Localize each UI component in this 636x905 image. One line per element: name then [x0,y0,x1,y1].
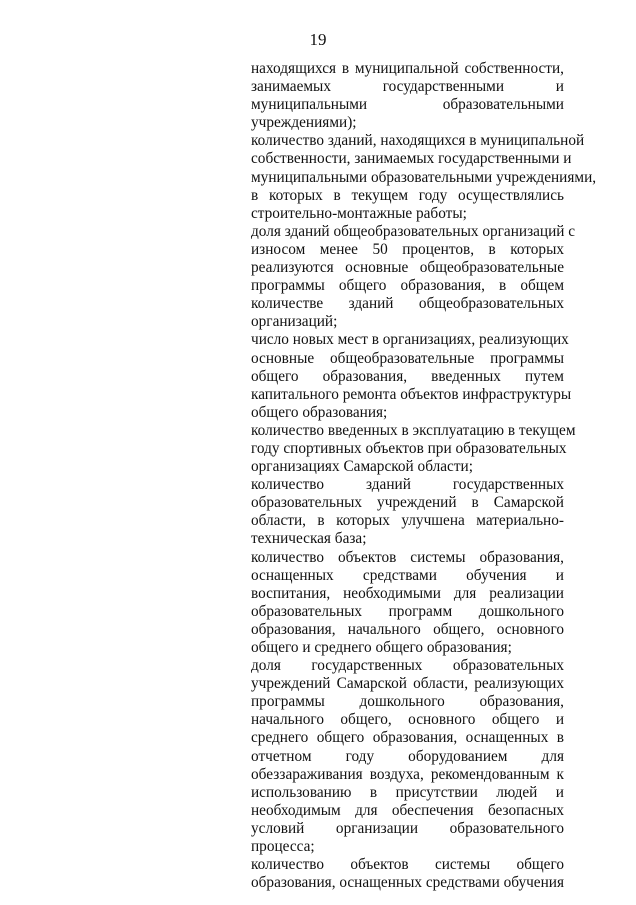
paragraph [251,657,564,856]
text-line: необходимым для обеспечения безопасных [251,801,564,819]
text-line: доля государственных образовательных [251,657,564,675]
text-line: количество объектов системы общего [251,856,564,874]
text-line: образования, начального общего, основного [251,620,564,638]
text-line: муниципальными образовательными учреждениями, [251,168,597,186]
text-line: строительно-монтажные работы; [251,204,467,222]
text-line: реализуются основные общеобразовательные [251,259,564,277]
text-line: начального общего, основного общего и [251,711,564,729]
paragraph [251,132,597,222]
text-line: капитального ремонта объектов инфраструктуры [251,385,572,403]
text-line: количество введенных в эксплуатацию в текущем [251,421,576,439]
text-line: образования, оснащенных средствами обучения [251,874,564,892]
text-line: образовательных учреждений в Самарской [251,494,564,512]
text-line: в которых в текущем году осуществлялись [251,186,564,204]
text-line: находящихся в муниципальной собственности, [251,60,564,77]
text-line: общего образования; [251,403,388,421]
text-line: количество зданий, находящихся в муниципальной [251,132,585,150]
text-line: программы общего образования, в общем [251,277,564,295]
text-line: учреждений Самарской области, реализующих [251,675,564,693]
page-number: 19 [309,30,327,49]
text-line: учреждениями); [251,114,357,132]
text-line: организациях Самарской области; [251,458,473,476]
text-line: основные общеобразовательные программы [251,349,564,367]
text-line: число новых мест в организациях, реализующих [251,331,569,349]
text-line: количество объектов системы образования, [251,548,564,566]
text-line: программы дошкольного образования, [251,693,564,711]
text-line: занимаемых государственными и [251,78,564,96]
paragraph [251,60,564,132]
paragraph [251,549,564,658]
text-line: износом менее 50 процентов, в которых [251,240,564,258]
text-line: среднего общего образования, оснащенных в [251,729,564,747]
text-line: собственности, занимаемых государственными и [251,150,572,168]
text-line: общего образования, введенных путем [251,367,564,385]
text-line: количество зданий государственных [251,476,564,494]
text-line: оснащенных средствами обучения и [251,566,564,584]
text-line: техническая база; [251,530,367,548]
text-line: общего и среднего общего образования; [251,639,512,656]
document-body [251,60,597,892]
text-line: использованию в присутствии людей и [251,783,564,801]
text-line: организаций; [251,313,338,331]
text-line: году спортивных объектов при образовательных [251,439,567,457]
text-line: отчетном году оборудованием для [251,747,564,765]
text-line: обеззараживания воздуха, рекомендованным к [251,765,564,783]
paragraph [251,331,572,421]
text-line: воспитания, необходимыми для реализации [251,584,564,602]
text-line: доля зданий общеобразовательных организаций с [251,222,576,240]
text-line: процесса; [251,838,315,856]
paragraph [251,856,564,892]
text-line: области, в которых улучшена материально- [251,512,564,530]
paragraph [251,421,576,476]
paragraph [251,476,564,548]
text-line: количестве зданий общеобразовательных [251,295,564,313]
text-line: образовательных программ дошкольного [251,602,564,620]
text-line: условий организации образовательного [251,819,564,837]
paragraph [251,222,576,332]
text-line: муниципальными образовательными [251,96,564,114]
